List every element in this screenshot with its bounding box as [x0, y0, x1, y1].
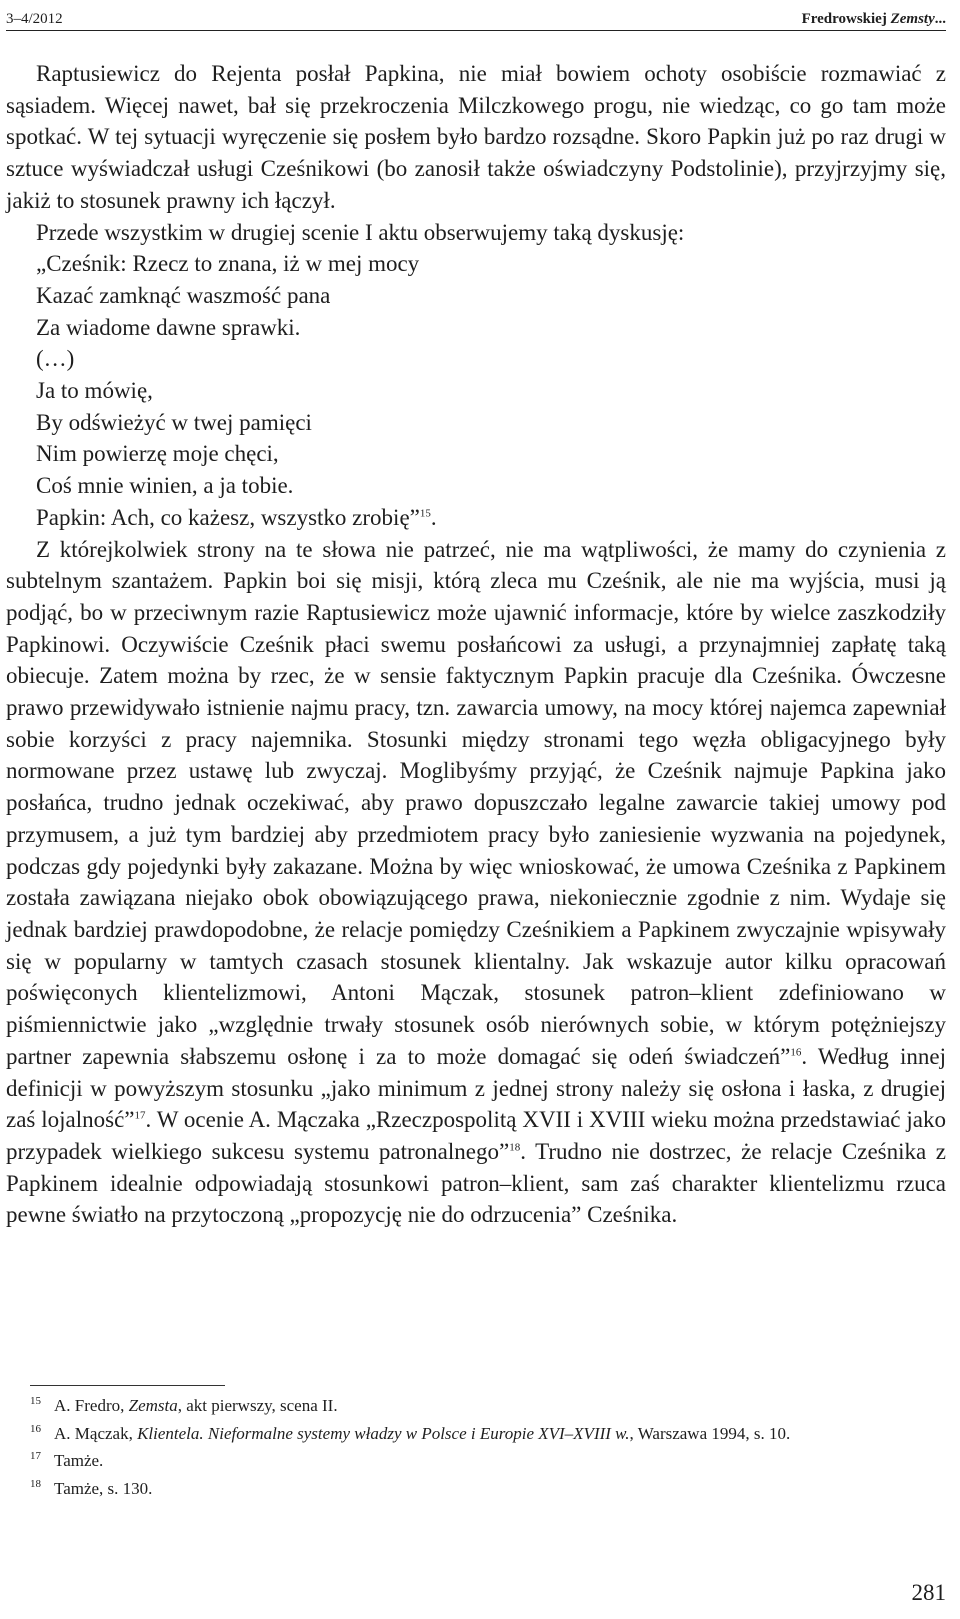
footnote-rule	[30, 1385, 225, 1386]
verse-line: Ja to mówię,	[36, 378, 153, 404]
verse-line: By odświeżyć w twej pamięci	[36, 409, 312, 435]
footnote-ref-15[interactable]: 15	[419, 507, 431, 520]
paragraph-1: Raptusiewicz do Rejenta posłał Papkina, nie miał bowiem ochoty osobiście rozmawiać z sąsiadem. Więcej nawet, bał się przekroczenia Milczkowego progu, nie wiedząc, co go tam może spotkać. W tej sytuacji wyręczenie się posłem było bardzo rozsądne. Skoro Papkin już po raz drugi w sztuce wyświadczał usługi Cześnikowi (bo zanosił także oświadczyny Podstolinie), przyjrzyjmy się, jakiż to stosunek prawny ich łączył.	[6, 61, 946, 213]
footnote-ref-18[interactable]: 18	[509, 1141, 521, 1154]
verse-line: Nim powierzę moje chęci,	[36, 441, 279, 467]
footnote-number: 15	[30, 1395, 41, 1407]
verse-line-last: Papkin: Ach, co każesz, wszystko zrobię”$^{15}$.	[36, 504, 437, 530]
running-header	[6, 4, 946, 28]
footnote-15	[30, 1392, 930, 1420]
footnote-ref-16[interactable]: 16	[790, 1046, 802, 1059]
footnote-number: 18	[30, 1477, 41, 1490]
footnote-18	[30, 1475, 930, 1503]
footnote-number: 16	[30, 1422, 41, 1435]
verse-line: Coś mnie winien, a ja tobie.	[36, 473, 294, 499]
footnote-17	[30, 1447, 930, 1475]
paragraph-2: Przede wszystkim w drugiej scenie I aktu obserwujemy taką dyskusję:	[36, 219, 685, 245]
verse-line: (…)	[36, 346, 75, 372]
verse-line: „Cześnik: Rzecz to znana, iż w mej mocy	[36, 251, 420, 277]
footnote-16	[30, 1420, 930, 1448]
footnote-text: Tamże, s. 130.	[54, 1478, 153, 1498]
footnote-number: 17	[30, 1450, 41, 1462]
page-number: 281	[911, 1580, 946, 1605]
footnote-text: Tamże.	[54, 1451, 104, 1470]
article-body	[6, 58, 946, 1231]
quoted-dialogue	[6, 248, 946, 533]
paragraph-3: Z którejkolwiek strony na te słowa nie patrzeć, nie ma wątpliwości, że mamy do czynienia z subtelnym szantażem. Papkin boi się misji, którą zleca mu Cześnik, ale nie ma wyjścia, musi ją podjąć, bo w przeciwnym razie Raptusiewicz może ujawnić informacje, które by wielce zaszkodziły Papkinowi. Oczywiście Cześnik płaci swemu posłańcowi za usługi, a przynajmniej zapłatę taką obiecuje. Zatem można by rzec, że w sensie faktycznym Papkin pracuje dla Cześnika. Ówczesne prawo przewidywało istnienie najmu pracy, tzn. zawarcia umowy, na mocy której najemca zapewniał sobie korzyści z pracy najemnika. Stosunki między stronami tego węzła obligacyjnego były normowane przez ustawę lub zwyczaj. Moglibyśmy przyjąć, że Cześnik najmuje Papkina jako posłańca, trudno jednak oczekiwać, aby prawo dopuszczało legalne zawarcie takiej umowy pod przymusem, a już tym bardziej aby przedmiotem pracy było zaniesienie wyzwania na pojedynek, podczas gdy pojedynki były zakazane. Można by więc wnioskować, że umowa Cześnika z Papkinem została zawiązana niejako obok obowiązującego prawa, niekoniecznie zgodnie z nim. Wydaje się jednak bardziej prawdopodobne, że relacje pomiędzy Cześnikiem a Papkinem zwyczajnie wpisywały się w popularny w tamtych czasach stosunek klientalny. Jak wskazuje autor kilku opracowań poświęconych klientelizmowi, Antoni Mączak, stosunek patron–klient zdefiniowano w piśmiennictwie jako „względnie trwały stosunek osób nierównych sobie, w którym potężniejszy partner zapewnia słabszemu osłonę i za to może domagać się odeń świadczeń”$^{16}$. Według innej definicji w powyższym stosunku „jako minimum z jednej strony należy się osłona i łaska, z drugiej zaś lojalność”$^{17}$. W ocenie A. Mączaka „Rzeczpospolitą XVII i XVIII wieku można przedstawiać jako przypadek wielkiego sukcesu systemu patronalnego”$^{18}$. Trudno nie dostrzec, że relacje Cześnika z Papkinem idealnie odpowiadają stosunkowi patron–klient, sam zaś charakter klientelizmu rzuca pewne światło na przytoczoną „propozycję nie do odrzucenia” Cześnika.	[6, 536, 946, 1228]
footnote-ref-17[interactable]: 17	[134, 1109, 146, 1122]
verse-line: Kazać zamknąć waszmość pana	[36, 282, 331, 308]
issue-label: 3–4/2012	[6, 11, 63, 27]
footnotes	[30, 1392, 930, 1502]
footnote-text: A. Fredro, Zemsta, akt pierwszy, scena II.	[54, 1396, 338, 1415]
footnote-text: A. Mączak, Klientela. Nieformalne systemy władzy w Polsce i Europie XVI–XVIII w., Warszawa 1994, s. 10.	[54, 1423, 791, 1443]
section-title: Fredrowskiej Zemsty...	[801, 11, 946, 27]
verse-line: Za wiadome dawne sprawki.	[36, 314, 301, 340]
header-rule	[6, 30, 946, 31]
